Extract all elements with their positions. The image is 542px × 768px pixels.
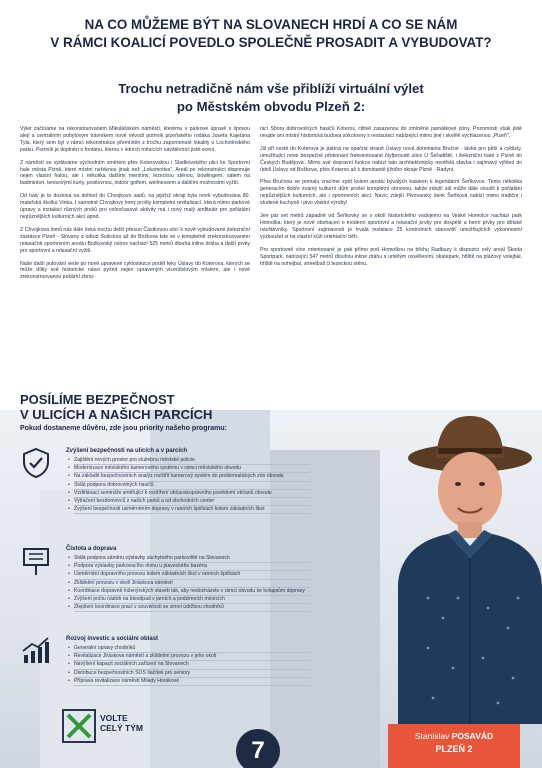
paragraph: Jen pár set metrů západně od Šeňkovky se v okolí historického vodojemu na Veské Homolce nachází park Homolka, který je nově obohacen o moderní sportovní a relaxační prvky pro dospělé a herní prvky pro dětské návštěvníky. Sportovní zajímavostí je trvalá instalace 25 kontrolních stanovišť umožňujících výkonnostní vyzkoušet si na vlastní kůži orientační běh. <box>260 213 522 240</box>
list-item: • Příprava revitalizace náměstí Milady Horákové <box>74 678 310 686</box>
paragraph: Od haly je to doslova na dohled do Chvojkovo sadů, na jejichž okraji byla nově vybudována 80. mateřská školka Vinka. I samotné Chvojkovy lomy prošly kompletní revitalizací, která mimo parkové úpravy a instalaci různých prvků pro volnočasové aktivity má i nový malý amfiteátr pro pořádání nejrůznějších kulturních akcí apod. <box>20 193 250 220</box>
program-block-safety <box>20 447 310 547</box>
section-subtitle: Pokud dostaneme důvěru, zde jsou priority našeho programu: <box>20 425 227 432</box>
candidate-name-box <box>388 724 520 768</box>
subheadline: Trochu netradičně nám vše přiblíží virtuální výlet po Městském obvodu Plzeň 2: <box>118 81 424 114</box>
paragraph: Z náměstí se vydáváme východním směrem přes Koterovskou i Sladkovského ulici ke Sportovní hale města Plzně, které místní neřeknou jinak než „Lokomotiva". Areál po rekonstrukci disponuje nejen vlastní halou, ale i několika dalšími menšími, lezeckou stěnou, bowlingem, sálem na badminton, tenisovými kurty, posilovnou, indoor golfem, wellnessem a dalšími možnostmi vyžití. <box>20 159 250 187</box>
section-title: POSÍLÍME BEZPEČNOST V ULICÍCH A NAŠICH PARCÍCH <box>20 392 213 422</box>
paragraph: Již při cestě do Koterova je patrná na opačné straně Úslavy nová dominanta Bručné - lávka pro pěší a cyklisty, umožňující nové bezpečné překonání frekventované čtyřproudé ulice U Šeřadiště, i železniční tratě z Plzně do Českých Budějovic. Mimo své dopravní funkce nabízí tato architektonicky neotřelá stavba i zajímavý výhled do údolí Úslavy od Božkova, přes Koterov až k dominantě jižního okraje Plzně - Radyni. <box>260 145 522 173</box>
left-text-column <box>20 126 250 287</box>
program-heading: Zvýšení bezpečnosti na ulicích a v parcích <box>66 448 188 454</box>
list-item: • Usměrnění dopravního provozu kolem základních škol v ranních špičkách <box>74 571 310 579</box>
list-item: • Zajištění nových prostor pro služebnu městské policie <box>74 457 310 465</box>
list-item: • Revitalizace Jiráskova náměstí a zklidnění provozu v jeho okolí <box>74 653 310 661</box>
list-item: • Koordinace dopravně inženýrských staveb tak, aby nedocházelo v rámci obvodu ke kolapsům dopravy <box>74 588 310 596</box>
paragraph: Pro sportovně více orientované je pak přímo pod Homolkou na břehu Radbuzy k dispozici celý areál Škoda Sportpark, nabízející 547 metrů dlouhou inline dráhu s umělým osvětlením, skatepark, hřiště na plážový volejbal, hřiště na nohejbal, streetball či lezeckou stěnu. <box>260 246 522 267</box>
list-item: • Podpora výstavby parkovacího domu u plaveckého bazénu <box>74 563 310 571</box>
program-heading: Čistota a doprava <box>66 546 117 552</box>
list-item: • Distribuce bezpečnostních SOS tlačítek pro seniory <box>74 670 310 678</box>
ballot-number: 7 <box>236 729 280 768</box>
list-item: • Zlepšení koordinace prací v souvislosti se zimní údržbou chodníků <box>74 604 310 612</box>
list-item: • Na základě bezpečnostních analýz rozšířit kamerový systém do problematických zón obvodu <box>74 473 310 481</box>
paragraph: nicí Sboru dobrovolných hasičů Koterov, citlivě zasazenou do zmíněné památkové zóny. Pozornosti však jistě neujde ani místní historická budova sokolovny s restaurací nabízející mimo jiné i skvělé vychlazenou „Plzeň". <box>260 126 522 139</box>
list-item: • Zvýšení bezpečnosti usměrněním dopravy v ranních špičkách kolem základních škol <box>74 506 310 514</box>
list-item: • Vytíačení bezdomovců z našich parků a od obchodních center <box>74 498 310 506</box>
list-item: • Zklidnění provozu v okolí Jiráskova náměstí <box>74 580 310 588</box>
paragraph: Naše další putování vede po nově upravené cyklostezce podél řeky Úslavy do Koterova, kterých se může dílky své historické návsi pyšnit nejen opraveným víceúčelovým místem, ale i nově zrekonstruovanou požární zbroj- <box>20 260 250 281</box>
list-item: • Vzdělávací semináře směřující k rozšíření občanskoprávního povědomí občanů obvodu <box>74 490 310 498</box>
list-item: • Zvýšení počtu nádob na bioodpad v jarních a podzimních měsících <box>74 596 310 604</box>
checkbox-cross-icon <box>62 709 96 743</box>
list-item: • Modernizace městského kamerového systému v rámci městského obvodu <box>74 465 310 473</box>
paragraph: Výlet začínáme na rekonstruovaném Mikulášském náměstí, kterému v parkové úpravě s lipovou alejí a centrálním pobytovým trávníkem nově vévodí pomník plzeňského rodáka Josefa Kajetána Tyla, který sem byl v rámci rekonstrukce přemístěn z trochu zapomenuté lokality u Lochotínského parku. Pomník je doplněn o fontánu, kterou v letních měsících návštěvníci jistě ocení. <box>20 126 250 153</box>
growth-chart-icon <box>20 635 52 667</box>
list-item: • Generální opravy chodníků <box>74 645 310 653</box>
right-text-column <box>260 126 522 273</box>
candidate-portrait <box>388 398 542 724</box>
road-sign-icon <box>20 545 52 577</box>
paragraph: Z Chvojkova lomů nás dále čeká trochu delší přesun Částkovou ulicí k nově vybudované železniční zastávce Plzeň - Slovany a odtud Sušickou až do Božkova kde se v kompletně zrekonstruovaném relaxačně sportovním areálu Božkovský ostrov nachází 525 metrů dlouhá inline dráha a další prvky pro sportovní a relaxační vyžití. <box>20 226 250 254</box>
candidate-district: PLZEŇ 2 <box>435 744 473 754</box>
program-block-investment <box>20 635 310 695</box>
list-item: • Stálá podpora dobrovolných hasičů <box>74 482 310 490</box>
candidate-name: Stanislav POSAVÁD <box>414 731 494 741</box>
list-item: • Stálá podpora záměru výstavby záchytného parkoviště na Slovanech <box>74 555 310 563</box>
list-item: • Navýšení kapacit sociálních zařízení na Slovanech <box>74 661 310 669</box>
main-headline: NA CO MŮŽEME BÝT NA SLOVANECH HRDÍ A CO SE NÁM V RÁMCI KOALICÍ POVEDLO SPOLEČNĚ PROSADIT A VYBUDOVAT? <box>50 17 492 50</box>
program-heading: Rozvoj investic a sociální oblast <box>66 636 159 642</box>
program-block-transport <box>20 545 310 625</box>
vote-label: VOLTE CELÝ TÝM <box>100 713 143 733</box>
paragraph: Přes Bručnou se pomalu vracíme zpět kolem areálu bývalých kasáren k legendární Šeňkovce. Tento několika generacím dobře známý kulturní dům prošel kompletní obnovou, takže zdejší sál může dále sloužit k pořádání nejrůznějších kulturních, ale i sportovních akcí. Navíc zdejší Pivovarský šenk Šeňková nabízí mimo tradiční i studené kuchyně i pivo vlastní výroby! <box>260 179 522 207</box>
shield-check-icon <box>20 447 52 479</box>
